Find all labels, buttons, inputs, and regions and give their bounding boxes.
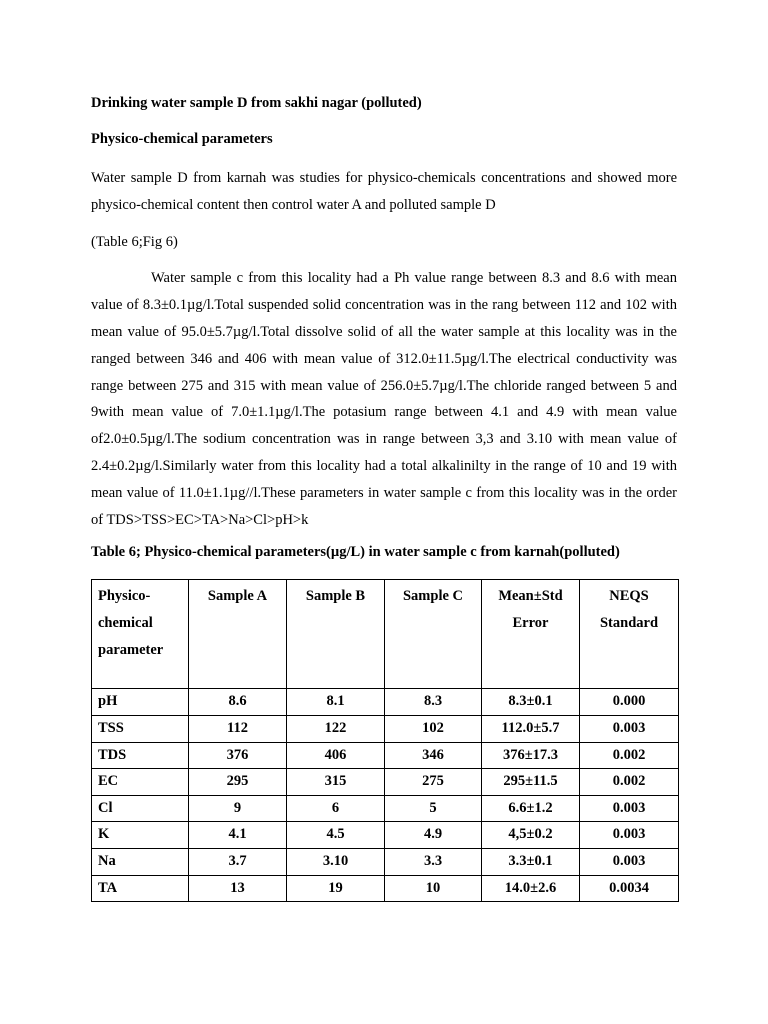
table-row bbox=[92, 769, 679, 796]
cell-sample-b: 122 bbox=[287, 715, 385, 742]
cell-sample-a: 112 bbox=[189, 715, 287, 742]
cell-neqs: 0.003 bbox=[580, 848, 679, 875]
cell-mean: 295±11.5 bbox=[482, 769, 580, 796]
document-title: Drinking water sample D from sakhi nagar (polluted) bbox=[91, 95, 422, 111]
header-sample-b: Sample B bbox=[287, 580, 385, 689]
cell-sample-a: 376 bbox=[189, 742, 287, 769]
cell-parameter: Cl bbox=[92, 795, 189, 822]
cell-sample-b: 3.10 bbox=[287, 848, 385, 875]
header-mean-std-error bbox=[482, 580, 580, 689]
table-row bbox=[92, 795, 679, 822]
cell-neqs: 0.000 bbox=[580, 689, 679, 716]
header-neqs-line1: NEQS bbox=[609, 588, 649, 605]
header-parameter bbox=[92, 580, 189, 689]
header-parameter-line1: Physico- bbox=[98, 588, 151, 605]
cell-parameter: TSS bbox=[92, 715, 189, 742]
cell-sample-b: 406 bbox=[287, 742, 385, 769]
header-sample-c: Sample C bbox=[385, 580, 482, 689]
cell-sample-c: 275 bbox=[385, 769, 482, 796]
table-row bbox=[92, 822, 679, 849]
cell-mean: 376±17.3 bbox=[482, 742, 580, 769]
cell-mean: 8.3±0.1 bbox=[482, 689, 580, 716]
cell-parameter: K bbox=[92, 822, 189, 849]
cell-neqs: 0.0034 bbox=[580, 875, 679, 902]
cell-sample-a: 3.7 bbox=[189, 848, 287, 875]
cell-neqs: 0.003 bbox=[580, 795, 679, 822]
cell-sample-a: 8.6 bbox=[189, 689, 287, 716]
header-sample-a: Sample A bbox=[189, 580, 287, 689]
cell-sample-b: 6 bbox=[287, 795, 385, 822]
header-mean-line1: Mean±Std bbox=[498, 588, 563, 605]
table-row bbox=[92, 689, 679, 716]
table-row bbox=[92, 715, 679, 742]
cell-sample-a: 9 bbox=[189, 795, 287, 822]
cell-sample-c: 346 bbox=[385, 742, 482, 769]
cell-parameter: TA bbox=[92, 875, 189, 902]
cell-neqs: 0.003 bbox=[580, 822, 679, 849]
cell-mean: 4,5±0.2 bbox=[482, 822, 580, 849]
table-row bbox=[92, 848, 679, 875]
cell-sample-a: 13 bbox=[189, 875, 287, 902]
cell-mean: 3.3±0.1 bbox=[482, 848, 580, 875]
cell-sample-c: 10 bbox=[385, 875, 482, 902]
cell-mean: 14.0±2.6 bbox=[482, 875, 580, 902]
cell-neqs: 0.003 bbox=[580, 715, 679, 742]
table-row bbox=[92, 875, 679, 902]
cell-sample-a: 4.1 bbox=[189, 822, 287, 849]
cell-sample-c: 102 bbox=[385, 715, 482, 742]
section-heading: Physico-chemical parameters bbox=[91, 131, 273, 147]
cell-sample-b: 4.5 bbox=[287, 822, 385, 849]
cell-parameter: pH bbox=[92, 689, 189, 716]
header-neqs-line2: Standard bbox=[599, 615, 659, 632]
table-caption: Table 6; Physico-chemical parameters(µg/L) in water sample c from karnah(polluted) bbox=[91, 544, 620, 561]
cell-sample-b: 8.1 bbox=[287, 689, 385, 716]
cell-sample-b: 315 bbox=[287, 769, 385, 796]
cell-mean: 6.6±1.2 bbox=[482, 795, 580, 822]
cell-neqs: 0.002 bbox=[580, 769, 679, 796]
cell-mean: 112.0±5.7 bbox=[482, 715, 580, 742]
cell-sample-c: 5 bbox=[385, 795, 482, 822]
table-row bbox=[92, 742, 679, 769]
cell-parameter: Na bbox=[92, 848, 189, 875]
cell-parameter: EC bbox=[92, 769, 189, 796]
table-header-row bbox=[92, 580, 679, 689]
header-mean-line2: Error bbox=[512, 615, 549, 632]
cell-sample-c: 8.3 bbox=[385, 689, 482, 716]
cell-neqs: 0.002 bbox=[580, 742, 679, 769]
cell-sample-b: 19 bbox=[287, 875, 385, 902]
cell-sample-c: 3.3 bbox=[385, 848, 482, 875]
table-reference: (Table 6;Fig 6) bbox=[91, 233, 178, 250]
cell-sample-a: 295 bbox=[189, 769, 287, 796]
header-neqs-standard bbox=[580, 580, 679, 689]
header-parameter-line3: parameter bbox=[98, 641, 164, 658]
cell-sample-c: 4.9 bbox=[385, 822, 482, 849]
parameters-table bbox=[91, 579, 679, 902]
intro-paragraph: Water sample D from karnah was studies for physico-chemicals concentrations and showed more physico-chemical content then control water A and polluted sample D bbox=[91, 170, 677, 213]
header-parameter-line2: chemical bbox=[98, 615, 153, 632]
cell-parameter: TDS bbox=[92, 742, 189, 769]
body-paragraph: Water sample c from this locality had a Ph value range between 8.3 and 8.6 with mean value of 8.3±0.1µg/l.Total suspended solid concentration was in the rang between 112 and 102 with mean value of 95.0±5.7µg/l.Total dissolve solid of all the water sample at this locality was in the ranged between 346 and 406 with mean value of 312.0±11.5µg/l.The electrical conductivity was range between 275 and 315 with mean value of 256.0±5.7µg/l.The chloride ranged between 5 and 9with mean value of 7.0±1.1µg/l.The potasium range between 4.1 and 4.9 with mean value of2.0±0.5µg/l.The sodium concentration was in range between 3,3 and 3.10 with mean value of 2.4±0.2µg/l.Similarly water from this locality had a total alkalinilty in the range of 10 and 19 with mean value of 11.0±1.1µg//l.These parameters in water sample c from this locality was in the order of TDS>TSS>EC>TA>Na>Cl>pH>k bbox=[91, 270, 677, 528]
